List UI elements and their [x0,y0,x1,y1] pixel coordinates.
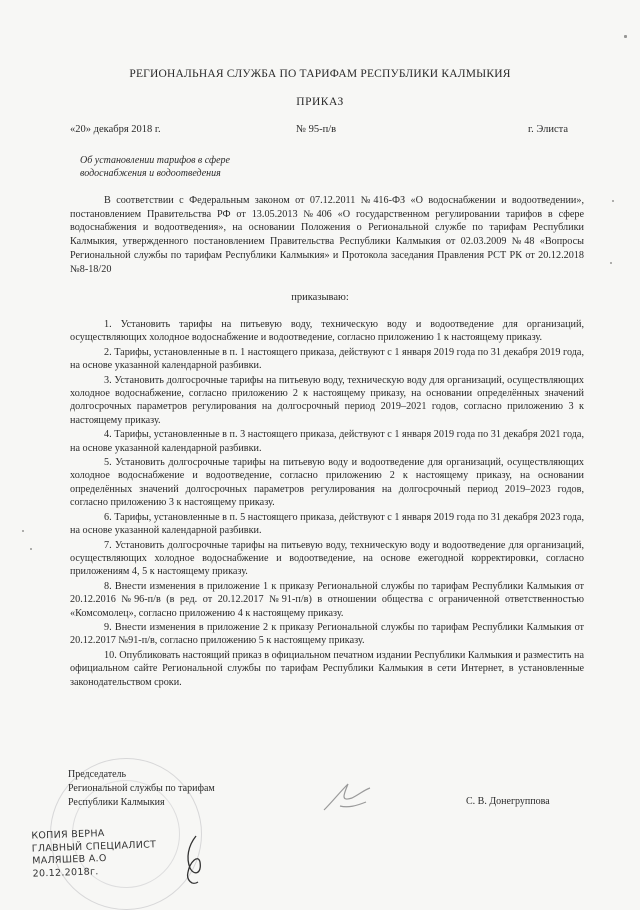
order-subject [80,154,300,180]
signatory-position [68,768,215,810]
order-item: 1. Установить тарифы на питьевую воду, техническую воду и водоотведение для организаций, осуществляющих холодное водоснабжение и водоотведение, согласно приложению 1 к настоящему приказу. [70,319,584,344]
scan-speck [22,530,24,532]
order-item: 7. Установить долгосрочные тарифы на питьевую воду, техническую воду и водоотведение для организаций, осуществляющих холодное водоснабжение и водоотведение, на основе ежегодной корректировки, согласно приложениям 4, 5 к настоящему приказу. [70,539,584,578]
order-item: 9. Внести изменения в приложение 2 к приказу Региональной службы по тарифам Республики Калмыкия от 20.12.2017 №91-п/в, согласно приложению 5 к настоящему приказу. [70,621,584,647]
order-city: г. Элиста [528,124,569,135]
order-item: 3. Установить долгосрочные тарифы на питьевую воду, техническую воду для организаций, осуществляющих холодное водоснабжение, согласно приложению 2 к настоящему приказу, на основании определённых значений долгосрочных параметров регулирования на долгосрочный период 2019–2021 годов, согласно приложению 3 к настоящему приказу. [70,374,584,426]
order-date: «20» декабря 2018 г. [70,124,161,135]
certification-line: 20.12.2018г. [32,865,99,880]
position-line: Региональной службы по тарифам [68,783,215,794]
signer-name: С. В. Донегруппова [466,796,550,807]
order-item: 6. Тарифы, установленные в п. 5 настоящего приказа, действуют с 1 января 2019 года по 31 декабря 2023 года, на основе указанной календарной разбивки. [70,511,584,537]
position-line: Республики Калмыкия [68,797,165,808]
order-word: приказываю: [291,292,349,303]
position-line: Председатель [68,769,127,780]
subject-line: водоснабжения и водоотведения [80,168,221,179]
certification-note [31,825,183,880]
order-item: 8. Внести изменения в приложение 1 к приказу Региональной службы по тарифам Республики Калмыкия от 20.12.2016 №96-п/в (в ред. от 20.12.2017 №91-п/в) в отношении общества с ограниченной ответственностью «Комсомолец», согласно приложению 4 к настоящему приказу. [70,580,584,619]
order-item: 5. Установить долгосрочные тарифы на питьевую воду и водоотведение для организаций, осуществляющих холодное водоснабжение и водоотведение, согласно приложению 2 к настоящему приказу, на основании определённых значений долгосрочных параметров регулирования на долгосрочный период 2019–2023 годов, согласно приложению 3 к настоящему приказу. [70,457,584,509]
scan-speck [610,262,612,264]
certification-signature [178,832,212,888]
certification-line: КОПИЯ ВЕРНА [31,828,105,842]
order-items [70,318,584,690]
order-item: 4. Тарифы, установленные в п. 3 настоящего приказа, действуют с 1 января 2019 года по 31 декабря 2021 года, на основе указанной календарной разбивки. [70,429,584,454]
order-item: 2. Тарифы, установленные в п. 1 настоящего приказа, действуют с 1 января 2019 года по 31 декабря 2019 года, на основе указанной календарной разбивки. [70,346,584,372]
organization-title: РЕГИОНАЛЬНАЯ СЛУЖБА ПО ТАРИФАМ РЕСПУБЛИКИ КАЛМЫКИЯ [129,68,511,80]
scan-speck [30,548,32,550]
order-number: № 95-п/в [296,124,337,135]
preamble-paragraph: В соответствии с Федеральным законом от 07.12.2011 №416-ФЗ «О водоснабжении и водоотведении», постановлением Правительства РФ от 13.05.2013 №406 «О государственном регулировании тарифов в сфере водоснабжения и водоотведения», на основании Положения о Региональной службе по тарифам Республики Калмыкия, утвержденного постановлением Правительства Республики Калмыкия от 02.03.2009 №48 «Вопросы Региональной службы по тарифам Республики Калмыкия» и Протокола заседания Правления РСТ РК от 20.12.2018 №8-18/20 [70,195,584,275]
certification-line: ГЛАВНЫЙ СПЕЦИАЛИСТ [31,838,157,855]
handwritten-signature [318,772,378,822]
scan-speck [612,200,614,202]
subject-line: Об установлении тарифов в сфере [80,155,230,166]
scan-speck [624,35,627,38]
document-type: ПРИКАЗ [296,96,344,108]
order-item: 10. Опубликовать настоящий приказ в официальном печатном издании Республики Калмыкия и разместить на официальном сайте Региональной службы по тарифам Республики Калмыкия в сети Интернет, в установленные законодательством сроки. [70,649,584,688]
certification-line: МАЛЯШЕВ А.О [32,853,107,867]
